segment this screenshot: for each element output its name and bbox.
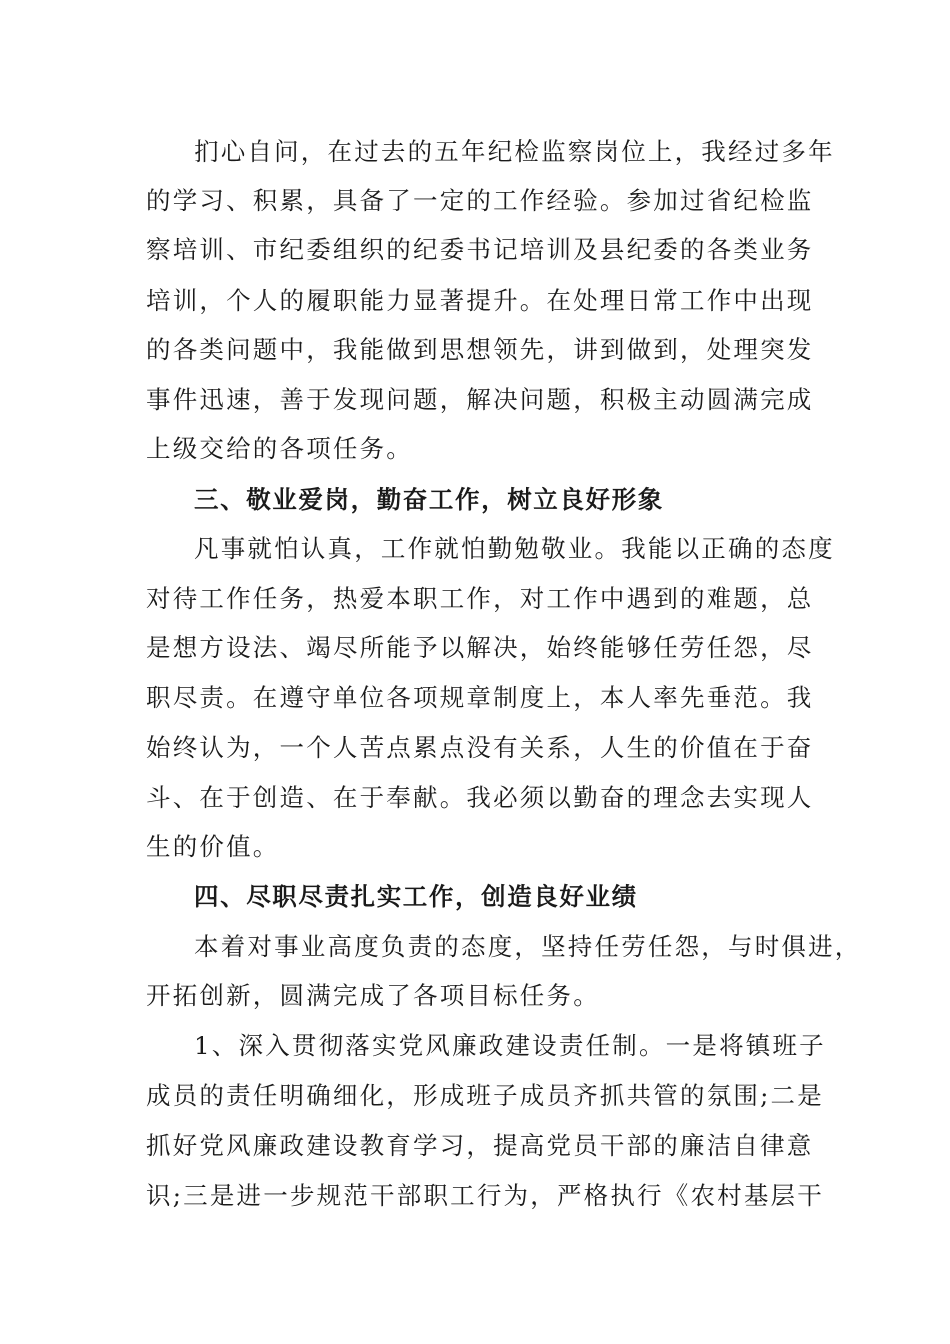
paragraph-1-line-7: 上级交给的各项任务。 [146,434,413,463]
paragraph-4-line-1: 1、深入贯彻落实党风廉政建设责任制。一是将镇班子 [194,1031,826,1060]
paragraph-1-line-1: 扪心自问，在过去的五年纪检监察岗位上，我经过多年 [194,137,835,166]
paragraph-2-line-3: 是想方设法、竭尽所能予以解决，始终能够任劳任怨，尽 [146,633,814,662]
paragraph-1-line-4: 培训，个人的履职能力显著提升。在处理日常工作中出现 [146,286,814,315]
paragraph-4-line-2: 成员的责任明确细化，形成班子成员齐抓共管的氛围;二是 [146,1081,824,1110]
paragraph-2-line-6: 斗、在于创造、在于奉献。我必须以勤奋的理念去实现人 [146,783,814,812]
section-heading-3: 三、敬业爱岗，勤奋工作，树立良好形象 [194,485,664,514]
paragraph-1-line-5: 的各类问题中，我能做到思想领先，讲到做到，处理突发 [146,335,814,364]
paragraph-1-line-2: 的学习、积累，具备了一定的工作经验。参加过省纪检监 [146,186,814,215]
section-heading-4: 四、尽职尽责扎实工作，创造良好业绩 [194,882,638,911]
paragraph-1-line-3: 察培训、市纪委组织的纪委书记培训及县纪委的各类业务 [146,235,814,264]
paragraph-2-line-2: 对待工作任务，热爱本职工作，对工作中遇到的难题，总 [146,584,814,613]
paragraph-2-line-4: 职尽责。在遵守单位各项规章制度上，本人率先垂范。我 [146,683,814,712]
paragraph-4-line-3: 抓好党风廉政建设教育学习，提高党员干部的廉洁自律意 [146,1131,814,1160]
paragraph-3-line-1: 本着对事业高度负责的态度，坚持任劳任怨，与时俱进， [194,932,862,961]
paragraph-1-line-6: 事件迅速，善于发现问题，解决问题，积极主动圆满完成 [146,385,814,414]
paragraph-2-line-5: 始终认为，一个人苦点累点没有关系，人生的价值在于奋 [146,733,814,762]
paragraph-4-line-4: 识;三是进一步规范干部职工行为，严格执行《农村基层干 [146,1181,824,1210]
paragraph-2-line-7: 生的价值。 [146,832,280,861]
paragraph-3-line-2: 开拓创新，圆满完成了各项目标任务。 [146,981,600,1010]
paragraph-2-line-1: 凡事就怕认真，工作就怕勤勉敬业。我能以正确的态度 [194,534,835,563]
